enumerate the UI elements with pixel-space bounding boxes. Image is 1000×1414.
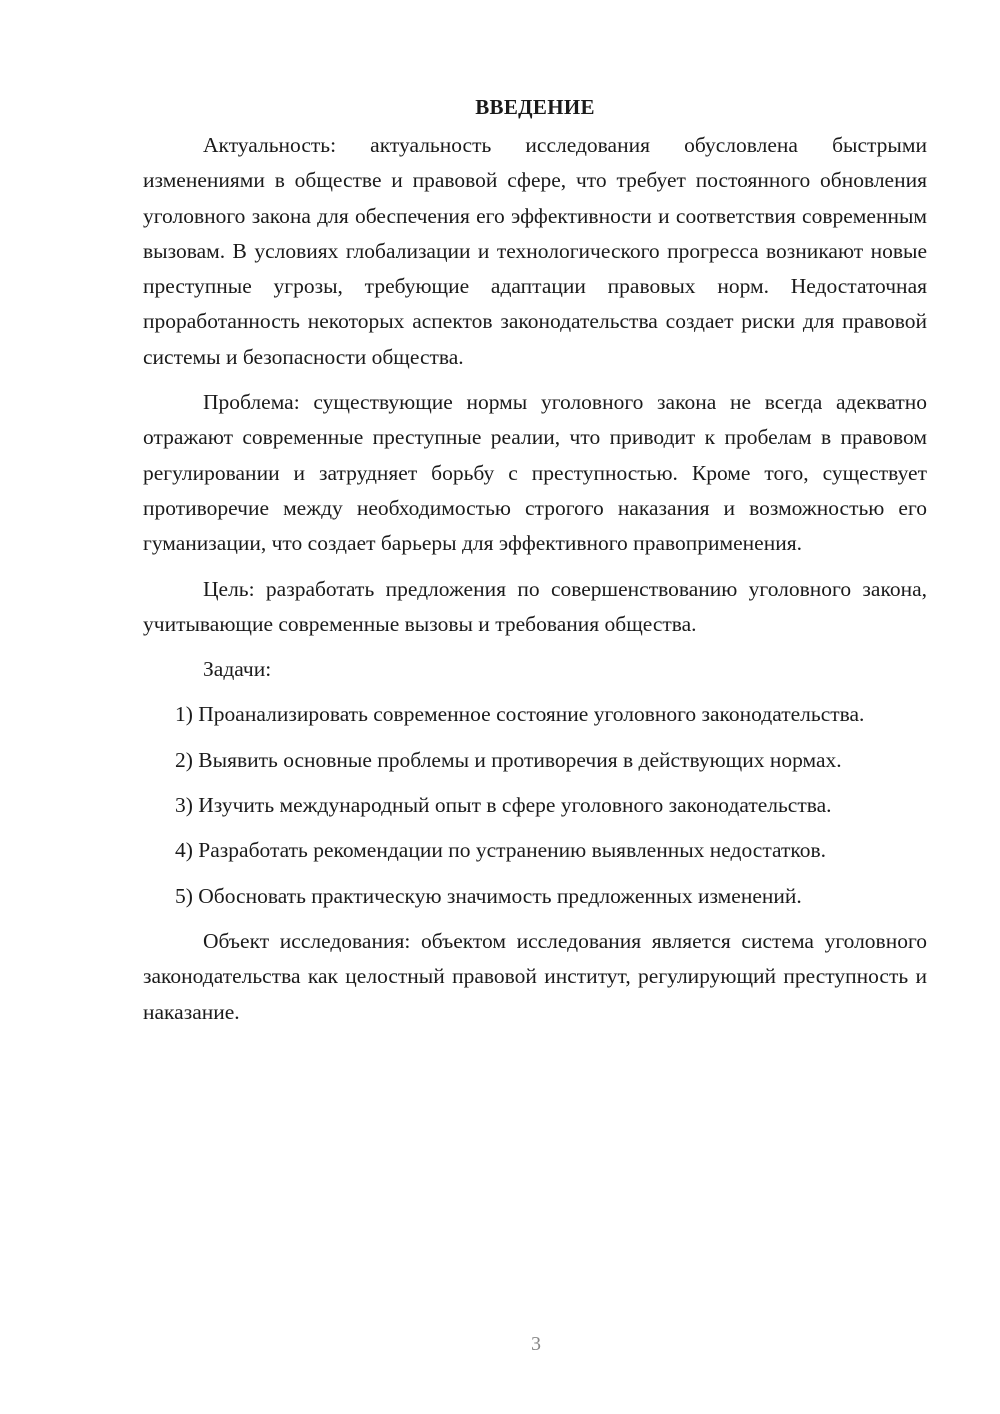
document-title: ВВЕДЕНИЕ <box>475 95 595 119</box>
task-item-1: 1) Проанализировать современное состояние уголовного законодательства. <box>175 702 865 727</box>
task-item-2: 2) Выявить основные проблемы и противоречия в действующих нормах. <box>175 747 842 772</box>
task-item-4: 4) Разработать рекомендации по устранению выявленных недостатков. <box>175 838 826 863</box>
document-page <box>143 90 927 1040</box>
goal-paragraph: Цель: разработать предложения по совершенствованию уголовного закона, учитывающие современные вызовы и требования общества. <box>143 576 927 636</box>
task-item-5: 5) Обосновать практическую значимость предложенных изменений. <box>175 883 802 908</box>
problem-paragraph: Проблема: существующие нормы уголовного закона не всегда адекватно отражают современные преступные реалии, что приводит к пробелам в правовом регулировании и затрудняет борьбу с преступностью. Кроме того, существует противоречие между необходимостью строгого наказания и возможностью его гуманизации, что создает барьеры для эффективного правоприменения. <box>143 390 927 556</box>
task-item-3: 3) Изучить международный опыт в сфере уголовного законодательства. <box>175 793 832 818</box>
object-paragraph: Объект исследования: объектом исследования является система уголовного законодательства как целостный правовой институт, регулирующий преступность и наказание. <box>143 928 927 1024</box>
page-number: 3 <box>531 1333 541 1355</box>
tasks-heading: Задачи: <box>203 657 272 682</box>
relevance-paragraph: Актуальность: актуальность исследования обусловлена быстрыми изменениями в обществе и правовой сфере, что требует постоянного обновления уголовного закона для обеспечения его эффективности и соответствия современным вызовам. В условиях глобализации и технологического прогресса возникают новые преступные угрозы, требующие адаптации правовых норм. Недостаточная проработанность некоторых аспектов законодательства создает риски для правовой системы и безопасности общества. <box>143 133 927 369</box>
